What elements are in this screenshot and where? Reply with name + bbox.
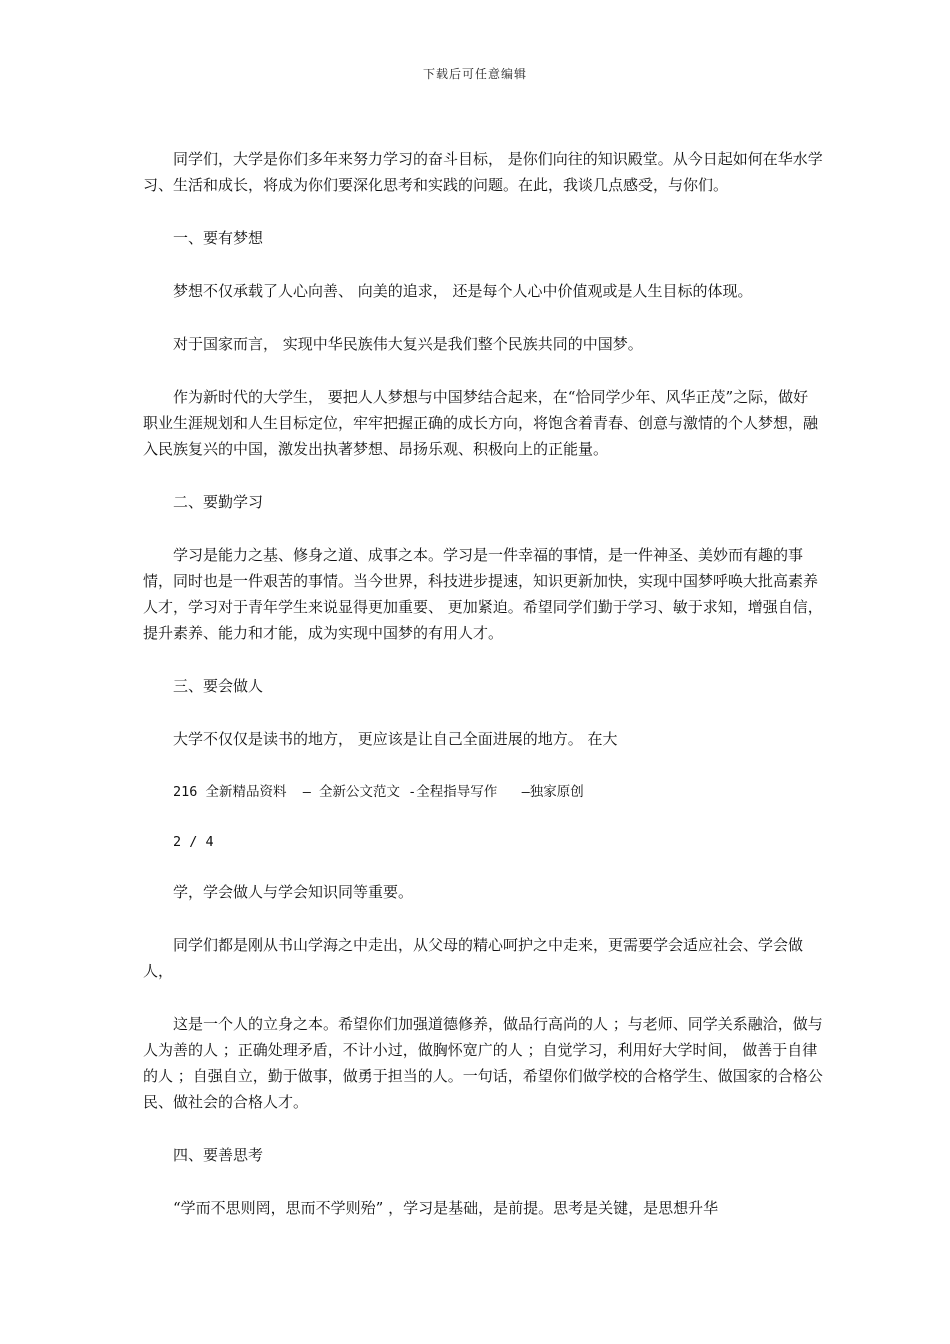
paragraph-thinking: “学而不思则罔，思而不学则殆” ，学习是基础，是前提。思考是关键，是思想升华 [173,1199,719,1217]
page-header: 下载后可任意编辑 [422,67,527,81]
paragraph-dream-3: 作为新时代的大学生， 要把人人梦想与中国梦结合起来，在“恰同学少年、风华正茂”之际，做好职业生涯规划和人生目标定位，牢牢把握正确的成长方向，将饱含着青春、创意与激情的个人梦想，融入民族复兴的中国，激发出执著梦想、昂扬乐观、积极向上的正能量。 [143,388,819,458]
section-heading-thinking: 四、要善思考 [173,1146,264,1164]
paragraph-conduct-1: 大学不仅仅是读书的地方， 更应该是让自己全面进展的地方。 在大 [173,730,618,748]
paragraph-dream-2: 对于国家而言， 实现中华民族伟大复兴是我们整个民族共同的中国梦。 [173,335,643,353]
section-heading-dream: 一、要有梦想 [173,229,264,247]
paragraph-study: 学习是能力之基、修身之道、成事之本。学习是一件幸福的事情，是一件神圣、美妙而有趣的事情，同时也是一件艰苦的事情。当今世界，科技进步提速，知识更新加快，实现中国梦呼唤大批高素养人才，学习对于青年学生来说显得更加重要、 更加紧迫。希望同学们勤于学习、敏于求知，增强自信，提升素养、能力和才能，成为实现中国梦的有用人才。 [143,546,823,642]
paragraph-intro: 同学们，大学是你们多年来努力学习的奋斗目标， 是你们向往的知识殿堂。从今日起如何在华水学习、生活和成长，将成为你们要深化思考和实践的问题。在此，我谈几点感受，与你们。 [143,150,823,194]
section-heading-conduct: 三、要会做人 [173,677,264,695]
section-heading-study: 二、要勤学习 [173,493,264,511]
paragraph-conduct-2: 学，学会做人与学会知识同等重要。 [173,883,414,901]
document-body [143,146,823,1248]
page-number: 2 / 4 [173,834,214,850]
paragraph-dream-1: 梦想不仅承载了人心向善、 向美的追求， 还是每个人心中价值观或是人生目标的体现。 [173,282,753,300]
paragraph-conduct-3: 同学们都是刚从书山学海之中走出，从父母的精心呵护之中走来，更需要学会适应社会、学会做人， [143,936,804,980]
paragraph-conduct-4: 这是一个人的立身之本。希望你们加强道德修养，做品行高尚的人 ；与老师、同学关系融洽，做与人为善的人 ；正确处理矛盾，不计小过，做胸怀宽广的人 ；自觉学习，利用好大学时间， 做善于自律的人 ；自强自立，勤于做事，做勇于担当的人。一句话，希望你们做学校的合格学生、做国家的合格公民、做社会的合格人才。 [143,1015,823,1111]
page-footer-banner: 216 全新精品资料 – 全新公文范文 -全程指导写作 –独家原创 [173,784,584,800]
